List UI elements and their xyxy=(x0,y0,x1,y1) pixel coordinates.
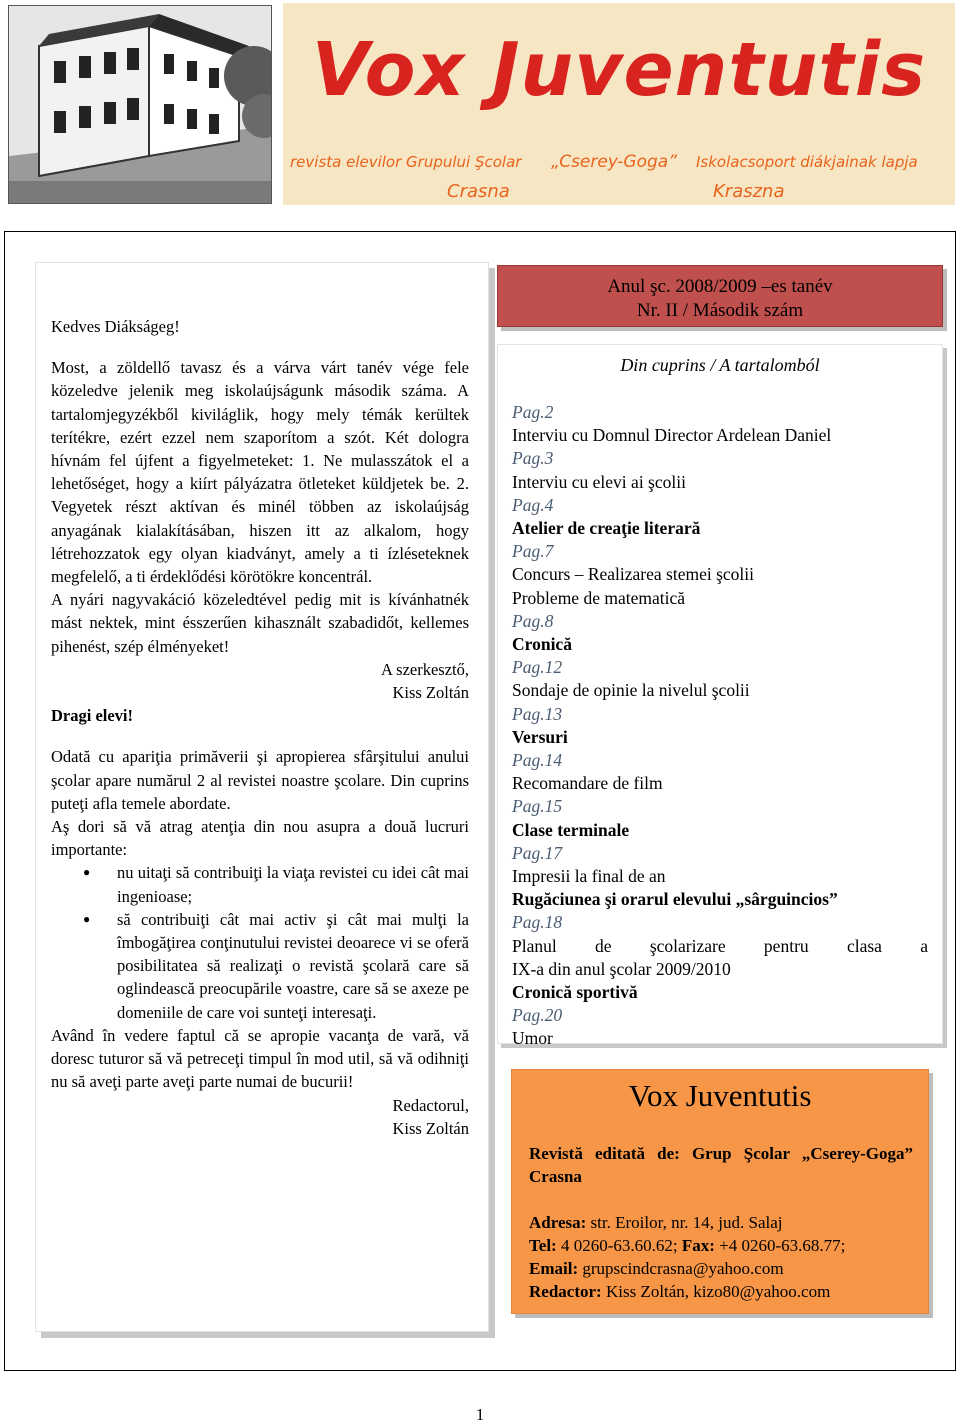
list-item: ● nu uitaţi să contribuiţi la viaţa revistei cu idei cât mai ingenioase; xyxy=(51,861,469,907)
toc-entry: Interviu cu elevi ai şcolii xyxy=(512,471,686,492)
toc-entry: Umor xyxy=(512,1028,553,1049)
toc-page-label: Pag.18 xyxy=(512,912,563,933)
imprint-phone: Tel: 4 0260-63.60.62; Fax: +4 0260-63.68.77; xyxy=(529,1236,846,1255)
romanian-paragraph-2: Aş dori să vă atrag atenţia din nou asupra a două lucruri importante: xyxy=(51,817,469,860)
subtitle-hungarian: Iskolacsoport diákjainak lapja xyxy=(696,153,918,171)
toc-entry: Probleme de matematică xyxy=(512,587,685,608)
toc-entry: Cronică sportivă xyxy=(512,982,638,1003)
toc-entry: Versuri xyxy=(512,726,568,747)
page-number: 1 xyxy=(475,1405,485,1424)
hungarian-greeting: Kedves Diákságeg! xyxy=(51,317,180,336)
romanian-sign-name: Kiss Zoltán xyxy=(392,1118,469,1138)
toc-entry: Rugăciunea şi orarul elevului „sârguincios” xyxy=(512,889,838,910)
table-of-contents xyxy=(497,344,943,1049)
issue-box xyxy=(497,265,943,327)
toc-entry: Atelier de creaţie literară xyxy=(512,518,701,539)
toc-page-label: Pag.13 xyxy=(512,703,563,724)
toc-page-label: Pag.2 xyxy=(512,402,554,422)
toc-page-label: Pag.8 xyxy=(512,610,554,631)
imprint-address: Adresa: str. Eroilor, nr. 14, jud. Salaj xyxy=(529,1213,783,1232)
hungarian-paragraph-1: Most, a zöldellő tavasz és a várva várt tanév vége fele közeledve jelenik meg iskolaújságunk második száma. A tartalomjegyzékből kiviláglik, hogy mely témák kerültek terítékre, ezért ezzel nem szaporítom a szót. Két dologra hívnám fel újfent a figyelmeteket: 1. Ne mulasszátok el a lehetőséget, hogy a kiírt pályázatra ötleteket küldjetek be. 2. Vegyetek részt aktívan és minél többen az iskolaújság anyagának kialakításában, hiszen itt az alkalom, hogy létrehozzatok egy olyan kiadványt, amely a ti ízléseteknek megfelelő, a ti érdeklődési körötökre koncentrál. xyxy=(51,358,469,587)
toc-page-label: Pag.15 xyxy=(512,796,563,817)
toc-page-label: Pag.12 xyxy=(512,657,563,678)
editorial-box xyxy=(35,262,489,1332)
school-building-photo xyxy=(8,5,272,204)
toc-title: Din cuprins / A tartalomból xyxy=(620,355,820,375)
toc-entry: Cronică xyxy=(512,634,572,655)
toc-entry: Interviu cu Domnul Director Ardelean Daniel xyxy=(512,425,832,446)
issue-number: Nr. II / Második szám xyxy=(636,300,804,321)
city-romanian: Crasna xyxy=(447,181,510,202)
hungarian-sign-name: Kiss Zoltán xyxy=(392,683,469,703)
romanian-paragraph-3: Având în vedere faptul că se apropie vacanţa de vară, vă doresc tuturor să vă petreceţi timpul în mod util, să vă odihniţi nu să aveţi parte aveţi parte numai de bucurii! xyxy=(51,1025,469,1092)
toc-page-label: Pag.17 xyxy=(512,842,563,863)
imprint-edited-by: Revistă editată de: Grup Şcolar „Cserey-Goga” Crasna xyxy=(529,1144,913,1186)
toc-page-label: Pag.14 xyxy=(512,750,563,771)
hungarian-paragraph-2: A nyári nagyvakáció közeledtével pedig mit is kívánhatnék mást nektek, mint ésszerűen kihasznált szabadidőt, kellemes pihenést, szép élményeket! xyxy=(51,590,469,656)
toc-entry: Sondaje de opinie la nivelul şcolii xyxy=(512,680,750,701)
imprint-editor: Redactor: Kiss Zoltán, kizo80@yahoo.com xyxy=(529,1282,831,1301)
romanian-sign-role: Redactorul, xyxy=(392,1095,469,1115)
toc-entry: Recomandare de film xyxy=(512,773,663,794)
city-hungarian: Kraszna xyxy=(713,181,785,202)
toc-entry: IX-a din anul şcolar 2009/2010 xyxy=(512,958,731,979)
masthead xyxy=(283,3,955,205)
magazine-title: Vox Juventutis xyxy=(311,27,927,113)
imprint-title: Vox Juventutis xyxy=(628,1078,812,1113)
toc-page-label: Pag.3 xyxy=(512,448,554,469)
toc-page-label: Pag.20 xyxy=(512,1005,563,1026)
subtitle-romanian: revista elevilor Grupului Şcolar xyxy=(290,153,522,171)
toc-entry: Concurs – Realizarea stemei şcolii xyxy=(512,564,755,585)
list-item: ● să contribuiţi cât mai activ şi cât mai mulţi la îmbogăţirea conţinutului revistei deoarece vi se oferă posibilitatea să realizaţi o revistă şcolară care să oglindească preocupările voastre, care să se axeze pe domeniile de care voi sunteţi interesaţi. xyxy=(51,908,469,1024)
hungarian-sign-role: A szerkesztő, xyxy=(381,659,469,679)
toc-entry: Clase terminale xyxy=(512,819,630,840)
romanian-greeting: Dragi elevi! xyxy=(51,706,134,726)
imprint-email: Email: grupscindcrasna@yahoo.com xyxy=(529,1259,784,1278)
subtitle-school-name: „Cserey-Goga” xyxy=(551,152,678,172)
toc-entry: Impresii la final de an xyxy=(512,866,666,887)
toc-page-label: Pag.7 xyxy=(512,541,554,562)
romanian-bullet-list xyxy=(51,861,469,1023)
toc-entry: Planul de şcolarizare pentru clasa a xyxy=(512,935,928,956)
romanian-paragraph-1: Odată cu apariţia primăverii şi apropierea sfârşitului anului şcolar apare numărul 2 al revistei noastre şcolare. Din cuprins puteţi afla temele abordate. xyxy=(51,747,469,813)
imprint-box xyxy=(511,1069,929,1314)
toc-list xyxy=(512,401,928,1051)
toc-page-label: Pag.4 xyxy=(512,494,554,515)
issue-year: Anul şc. 2008/2009 –es tanév xyxy=(607,276,833,297)
